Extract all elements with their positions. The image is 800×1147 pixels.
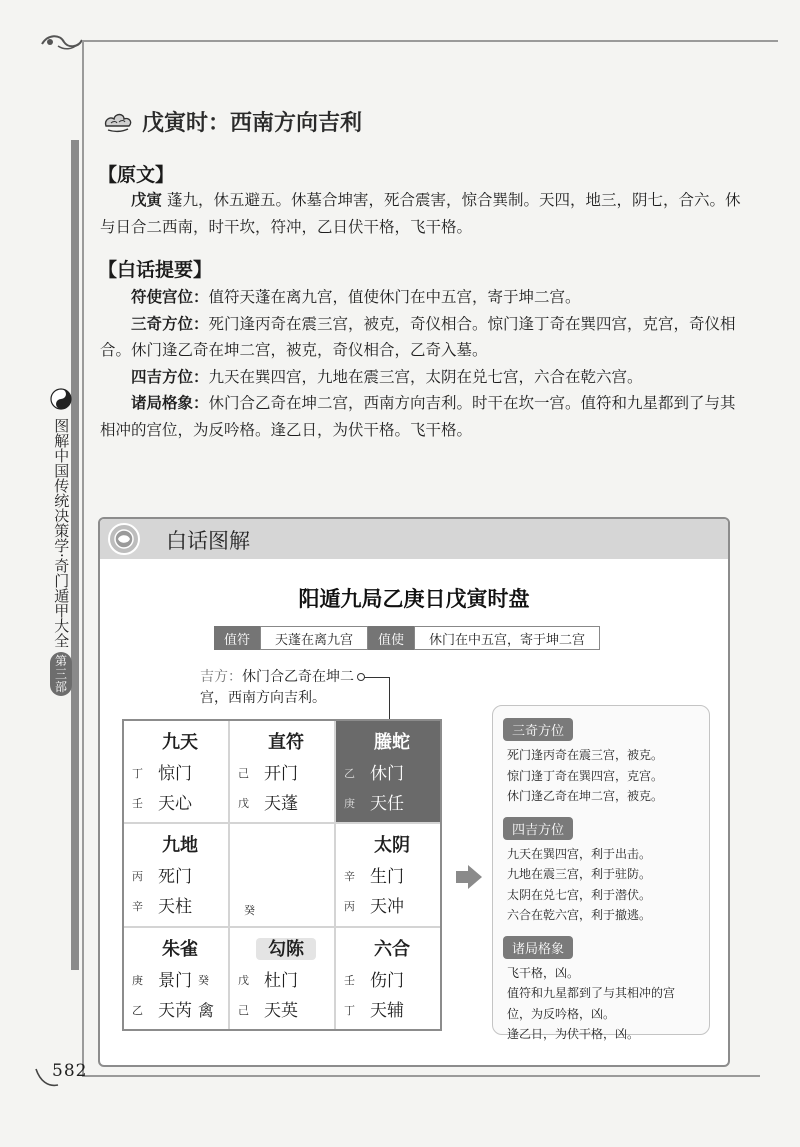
- original-lead: 戊寅: [131, 191, 163, 209]
- side-bar: [46, 388, 76, 696]
- leader-line: [389, 677, 390, 719]
- arrow-right-icon: [456, 865, 482, 889]
- vernacular-text: [100, 284, 750, 443]
- paragraph-siji: [100, 364, 750, 391]
- auspicious-cloud-icon: [102, 110, 134, 134]
- palace-extra-stem: 癸: [198, 973, 209, 987]
- list-item: 九地在震三宫，利于驻防。: [507, 867, 652, 881]
- list-item: 太阴在兑七宫，利于潜伏。: [507, 887, 652, 902]
- siji-tag: 四吉方位: [503, 817, 573, 840]
- list-item: 九天在巽四宫，利于出击。: [507, 846, 652, 861]
- sanqi-list: [507, 745, 699, 807]
- palace-door: 杜门: [264, 970, 298, 991]
- siji-list: [507, 844, 699, 926]
- palace-door: 开门: [264, 764, 298, 784]
- palace-god: 勾陈: [268, 938, 304, 960]
- palace-stem: 丙: [132, 870, 143, 884]
- palace-door: 伤门: [370, 970, 404, 991]
- diagram-box: [98, 517, 730, 1067]
- palace-cell: [124, 824, 228, 925]
- palace-grid: [122, 719, 442, 1031]
- original-heading: 【原文】: [98, 164, 175, 186]
- auspicious-note: [200, 667, 375, 709]
- geju-tag: 诸局格象: [503, 936, 573, 959]
- palace-god: 六合: [374, 938, 410, 960]
- palace-door: 生门: [370, 867, 404, 888]
- list-item: 飞干格，凶。: [507, 965, 580, 980]
- palace-star: 天冲: [370, 897, 404, 918]
- zhishi-value: 休门在中五宫，寄于坤二宫: [414, 626, 600, 650]
- list-item: 死门逢丙奇在震三宫，被克。: [507, 748, 664, 762]
- palace-god: 九地: [162, 835, 198, 857]
- palace-star: 天任: [370, 794, 404, 814]
- diagram-header-title: 白话图解: [166, 529, 250, 553]
- palace-stem: 己: [238, 767, 249, 780]
- palace-cell: [336, 928, 440, 1029]
- palace-star: 天蓬: [264, 794, 298, 814]
- palace-stem: 乙: [344, 767, 355, 780]
- list-item: 休门逢乙奇在坤二宫，被克。: [507, 789, 664, 803]
- paragraph-body: 休门合乙奇在坤二宫，西南方向吉利。时干在坎一宫。值符和九星都到了与其相冲的宫位，为反吟格。逢乙日，为伏干格。飞干格。: [100, 394, 736, 439]
- palace-stem: 乙: [132, 1003, 143, 1017]
- palace-door: 惊门: [158, 764, 192, 784]
- palace-door: 死门: [158, 867, 192, 888]
- palace-star: 天英: [264, 1000, 298, 1021]
- paragraph-label: 符使宫位：: [131, 288, 209, 306]
- original-body: 蓬九，休五避五。休墓合坤害，死合震害，惊合巽制。天四，地三，阴七，合六。休与日合二西南，时干坎，符冲，乙日伏干格，飞干格。: [100, 191, 741, 236]
- palace-god: 九天: [162, 732, 198, 753]
- palace-god: 太阴: [374, 835, 410, 857]
- palace-door: 景门: [158, 970, 192, 991]
- palace-stem: 壬: [344, 973, 355, 987]
- list-item: 值符和九星都到了与其相冲的宫: [507, 986, 676, 1000]
- paragraph-body: 九天在巽四宫，九地在震三宫，太阴在兑七宫，六合在乾六宫。: [208, 367, 643, 386]
- palace-stem: 戊: [238, 797, 249, 810]
- palace-stem: 己: [238, 1003, 249, 1017]
- leader-line: [362, 677, 390, 678]
- top-rule: [82, 40, 778, 42]
- paragraph-body: 值符天蓬在离九宫，值使休门在中五宫，寄于坤二宫。: [208, 288, 581, 306]
- info-row: [214, 626, 600, 650]
- zhifu-value: 天蓬在离九宫: [260, 626, 368, 650]
- part-badge: 第三部: [50, 652, 72, 696]
- list-item: 逢乙日，为伏干格，凶。: [507, 1027, 640, 1041]
- palace-god: 朱雀: [162, 938, 198, 960]
- palace-star: 天芮: [158, 1000, 192, 1021]
- palace-cell-center: [230, 824, 334, 925]
- section-title-text: 戊寅时：西南方向吉利: [142, 111, 363, 136]
- palace-cell: [230, 928, 334, 1029]
- medallion-icon: [106, 522, 142, 556]
- palace-stem: 丁: [344, 1003, 355, 1017]
- palace-star: 天心: [158, 794, 192, 814]
- bottom-rule: [82, 1075, 760, 1077]
- paragraph-geju: [100, 390, 750, 443]
- palace-cell: [124, 928, 228, 1029]
- palace-cell: [336, 824, 440, 925]
- palace-stem: 辛: [132, 900, 143, 914]
- palace-cell-highlighted: [336, 721, 440, 822]
- auspicious-text: 休门合乙奇在坤二宫，西南方向吉利。: [200, 669, 354, 706]
- palace-god: 直符: [268, 732, 304, 753]
- palace-star: 天柱: [158, 897, 192, 918]
- list-item: 位，为反吟格，凶。: [507, 1006, 616, 1021]
- paragraph-fushi: [100, 284, 750, 311]
- paragraph-sanqi: [100, 311, 750, 364]
- zhifu-tag: 值符: [214, 626, 260, 650]
- left-rule: [82, 40, 84, 1077]
- palace-stem: 丙: [344, 900, 355, 914]
- zhishi-tag: 值使: [368, 626, 414, 650]
- vernacular-heading: 【白话提要】: [98, 259, 213, 281]
- leader-dot: [357, 673, 365, 681]
- diagram-header: [100, 519, 728, 559]
- palace-stem: 丁: [132, 767, 143, 780]
- palace-stem: 壬: [132, 797, 143, 810]
- sanqi-tag: 三奇方位: [503, 718, 573, 741]
- summary-panel: [492, 705, 710, 1041]
- book-title: 图解中国传统决策学·奇门遁甲大全: [52, 418, 71, 648]
- palace-door: 休门: [370, 764, 404, 784]
- palace-cell: [124, 721, 228, 822]
- palace-god: 螣蛇: [374, 732, 410, 753]
- section-title: [102, 106, 362, 137]
- paragraph-label: 四吉方位：: [131, 367, 209, 386]
- palace-extra-star: 禽: [198, 1000, 215, 1020]
- original-text: [100, 187, 750, 240]
- palace-stem: 癸: [244, 904, 255, 918]
- palace-cell: [230, 721, 334, 822]
- yin-yang-icon: [50, 388, 72, 410]
- list-item: 惊门逢丁奇在巽四宫，克宫。: [507, 768, 664, 783]
- palace-star: 天辅: [370, 1000, 404, 1021]
- palace-stem: 庚: [344, 797, 355, 810]
- paragraph-label: 诸局格象：: [131, 394, 209, 412]
- palace-stem: 庚: [132, 973, 143, 987]
- paragraph-label: 三奇方位：: [131, 314, 209, 333]
- auspicious-label: 吉方：: [200, 669, 242, 685]
- paragraph-body: 死门逢丙奇在震三宫，被克，奇仪相合。惊门逢丁奇在巽四宫，克宫，奇仪相合。休门逢乙奇在坤二宫，被克，奇仪相合，乙奇入墓。: [100, 314, 736, 359]
- list-item: 六合在乾六宫，利于撤逃。: [507, 908, 652, 922]
- chart-title: 阳遁九局乙庚日戊寅时盘: [298, 587, 530, 611]
- page-number: 582: [52, 1061, 88, 1081]
- geju-list: [507, 963, 699, 1045]
- palace-stem: 辛: [344, 870, 355, 884]
- palace-stem: 戊: [238, 973, 249, 987]
